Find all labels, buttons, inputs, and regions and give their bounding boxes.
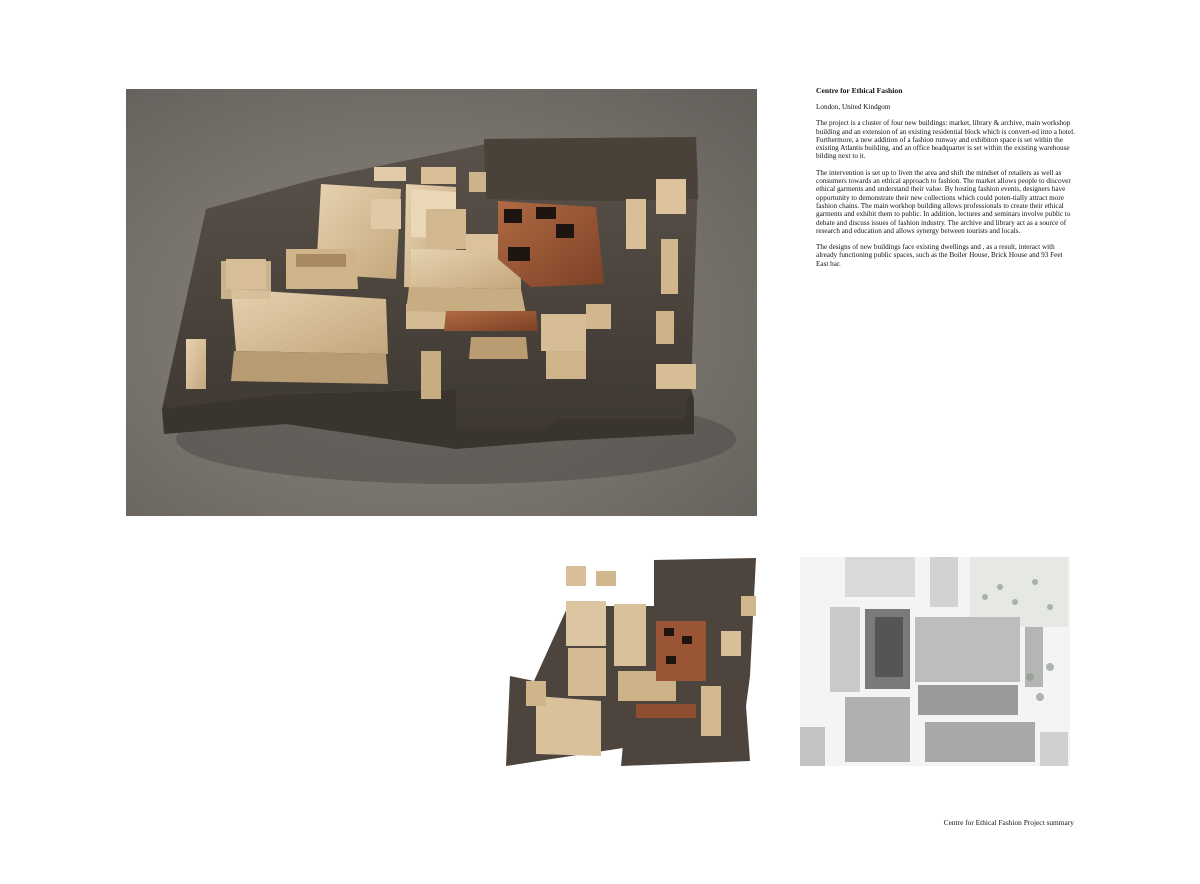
site-model-illustration <box>126 89 757 516</box>
description-paragraph-2: The intervention is set up to liven the area and shift the mindset of retailers as well as consumers towards an ethical approach to fashion. The market allows people to discover ethical garments and understand their value. By hosting fashion events, designers have opportunity to demonstrate their new collections which could poten-tially attract more fashion chains. The main workhop building allows professionals to create their ethical garments and exhibit them to public. In addition, lectures and seminars involve public to debate and discuss issues of fashion industry. The archive and library act as a source of research and education and allows synergy between tourists and locals. <box>816 168 1071 235</box>
site-plan-illustration <box>800 557 1070 766</box>
project-description <box>816 86 1076 276</box>
sheet-caption: Centre for Ethical Fashion Project summary <box>943 818 1074 827</box>
project-location: London, United Kindgom <box>816 103 891 111</box>
model-photo <box>126 89 757 516</box>
description-paragraph-3: The designs of new buildings face existing dwellings and , as a result, interact with already functioning public spaces, such as the Boiler House, Brick House and 93 Feet East bar. <box>816 243 1063 268</box>
model-top-view-illustration <box>506 556 758 768</box>
description-paragraph-1: The project is a cluster of four new buildings: market, library & archive, main workshop building and an extension of an existing residential block which is convert-ed into a hotel. Furthermore, a new addition of a fashion runway and exhibiton space is set within the existing Atlantis building, and an office headquarter is set within the existing warehouse bilding next to it. <box>816 119 1075 161</box>
project-title: Centre for Ethical Fashion <box>816 86 903 95</box>
model-top-view <box>506 556 758 768</box>
site-plan-drawing <box>800 557 1070 766</box>
